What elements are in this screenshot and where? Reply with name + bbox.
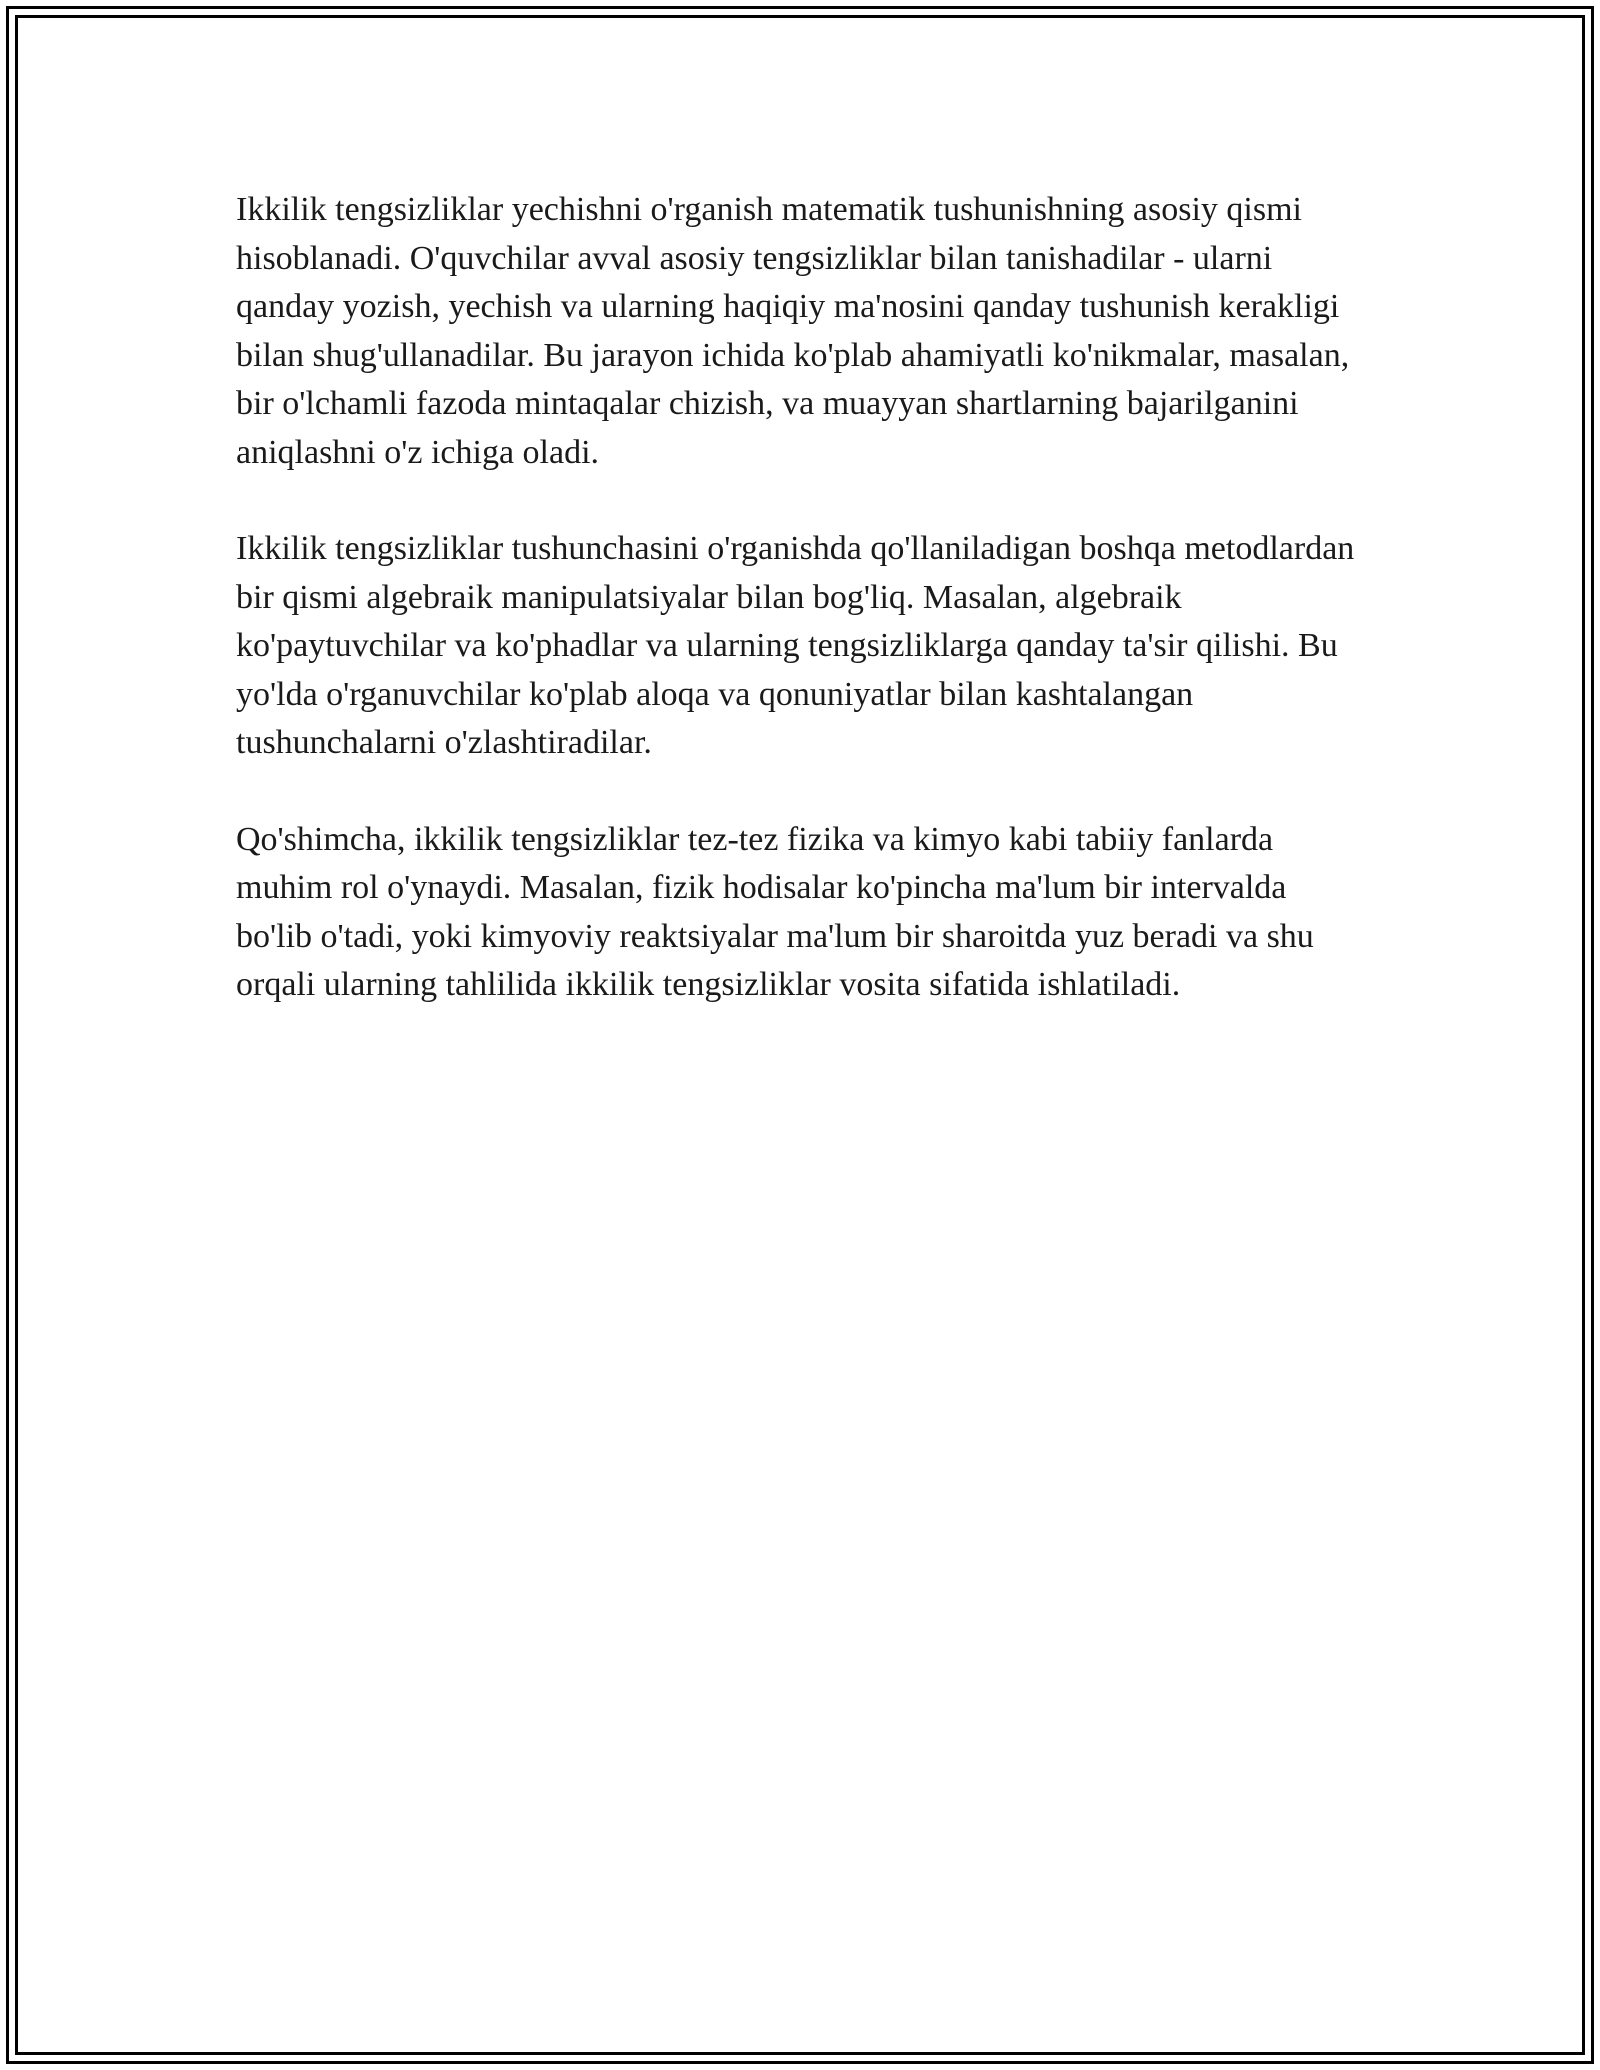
paragraph-3: Qo'shimcha, ikkilik tengsizliklar tez-tez fizika va kimyo kabi tabiiy fanlarda muhim rol o'ynaydi. Masalan, fizik hodisalar ko'pincha ma'lum bir intervalda bo'lib o'tadi, yoki kimyoviy reaktsiyalar ma'lum bir sharoitda yuz beradi va shu orqali ularning tahlilida ikkilik tengsizliklar vosita sifatida ishlatiladi. — [236, 820, 1314, 1003]
document-body — [236, 186, 1366, 1058]
paragraph-1: Ikkilik tengsizliklar yechishni o'rganish matematik tushunishning asosiy qismi hisoblanadi. O'quvchilar avval asosiy tengsizliklar bilan tanishadilar - ularni qanday yozish, yechish va ularning haqiqiy ma'nosini qanday tushunish kerakligi bilan shug'ullanadilar. Bu jarayon ichida ko'plab ahamiyatli ko'nikmalar, masalan, bir o'lchamli fazoda mintaqalar chizish, va muayyan shartlarning bajarilganini aniqlashni o'z ichiga oladi. — [236, 191, 1350, 471]
paragraph-2: Ikkilik tengsizliklar tushunchasini o'rganishda qo'llaniladigan boshqa metodlardan bir qismi algebraik manipulatsiyalar bilan bog'liq. Masalan, algebraik ko'paytuvchilar va ko'phadlar va ularning tengsizliklarga qanday ta'sir qilishi. Bu yo'lda o'rganuvchilar ko'plab aloqa va qonuniyatlar bilan kashtalangan tushunchalarni o'zlashtiradilar. — [236, 530, 1355, 761]
